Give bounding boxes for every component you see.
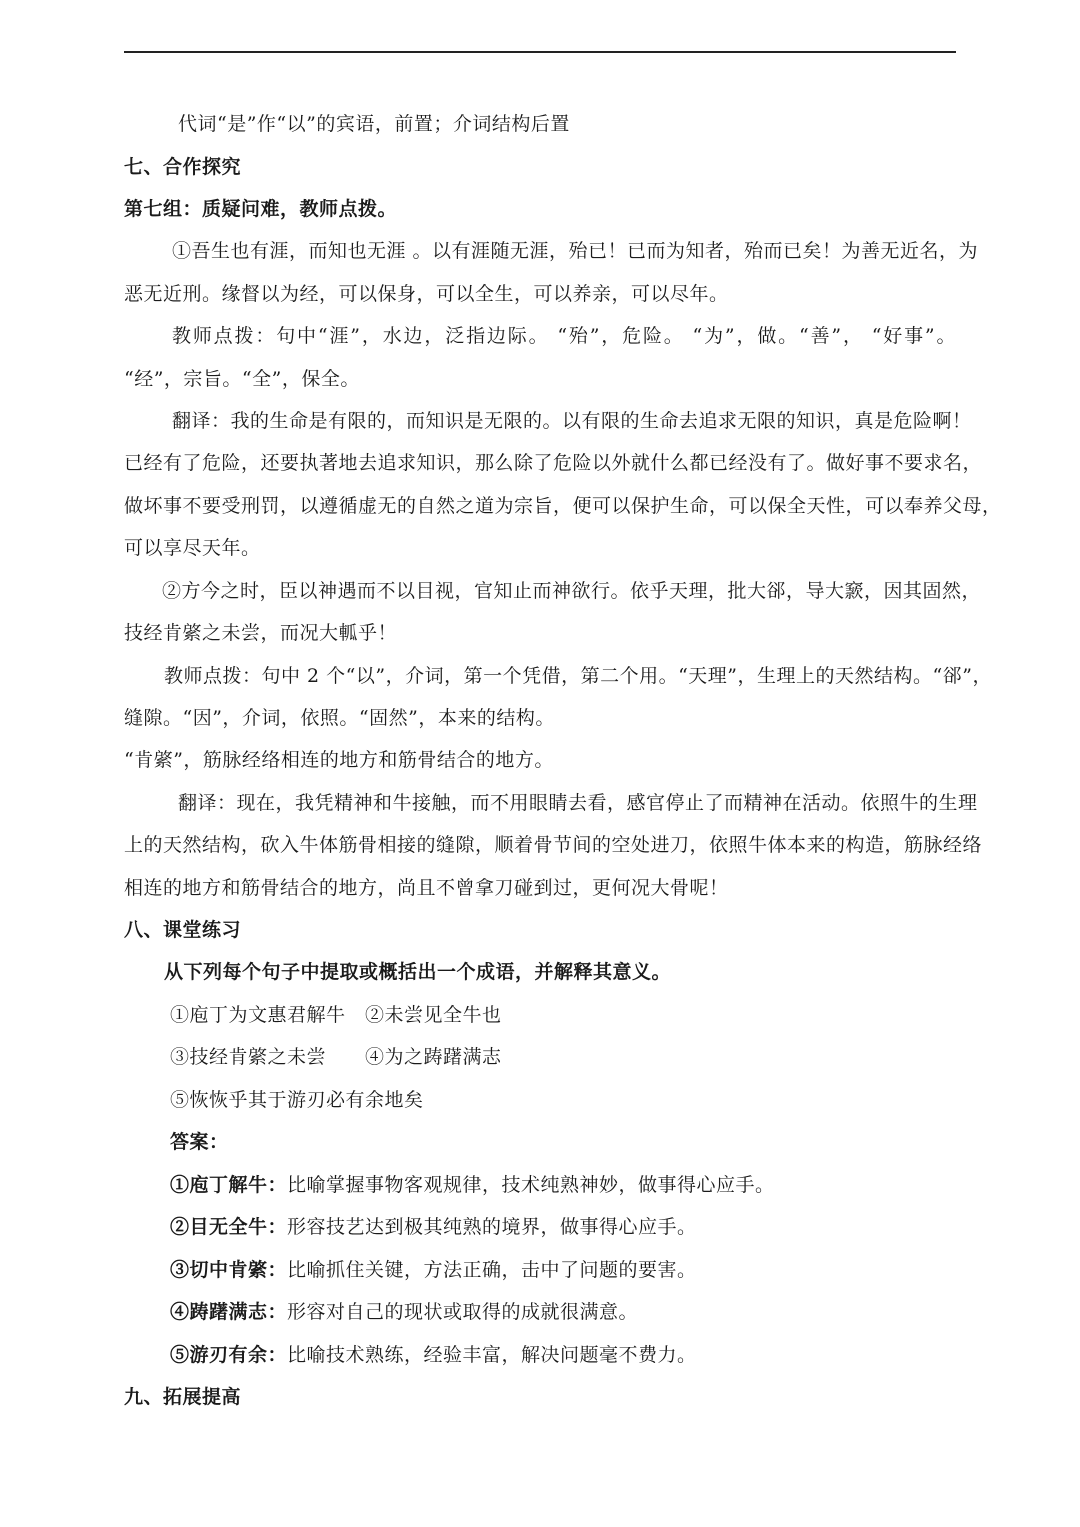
answer-item [170,1258,697,1282]
item1-note-line-2: “经”，宗旨。“全”，保全。 [124,368,360,390]
answer-meaning: 形容对自己的现状或取得的成就很满意。 [287,1301,639,1323]
item2-text-line-2: 技经肯綮之未尝，而况大軱乎！ [124,622,398,644]
item1-translation-line-4: 可以享尽天年。 [124,537,261,559]
section8-heading: 八、课堂练习 [124,919,242,941]
section9-heading: 九、拓展提高 [124,1386,242,1408]
answer-term: ④踌躇满志： [170,1301,288,1323]
answer-label: 答案： [170,1131,229,1153]
item2-note-line-3: “肯綮”，筋脉经络相连的地方和筋骨结合的地方。 [124,749,554,771]
header-rule [124,51,956,53]
exercise-option-line-1: ①庖丁为文惠君解牛 ②未尝见全牛也 [170,1004,502,1026]
answer-term: ⑤游刃有余： [170,1344,288,1366]
answer-term: ①庖丁解牛： [170,1174,288,1196]
answer-item [170,1173,775,1197]
item2-text-line-1: ②方今之时，臣以神遇而不以目视，官知止而神欲行。依乎天理，批大郤，导大窾，因其固然， [162,580,982,602]
answer-term: ③切中肯綮： [170,1259,288,1281]
exercise-option-line-2: ③技经肯綮之未尝 ④为之踌躇满志 [170,1046,502,1068]
exercise-option-line-3: ⑤恢恢乎其于游刃必有余地矣 [170,1089,424,1111]
answer-meaning: 比喻抓住关键，方法正确，击中了问题的要害。 [287,1259,697,1281]
section7-heading: 七、合作探究 [124,156,242,178]
answer-meaning: 比喻掌握事物客观规律，技术纯熟神妙，做事得心应手。 [287,1174,775,1196]
answer-item [170,1215,697,1239]
item1-note-line-1: 教师点拨：句中“涯”，水边，泛指边际。 “殆”，危险。 “为”，做。“善”， “好事”。 [172,325,956,347]
item1-translation-line-3: 做坏事不要受刑罚，以遵循虚无的自然之道为宗旨，便可以保护生命，可以保全天性，可以奉养父母， [124,495,1002,517]
group7-title: 第七组：质疑问难，教师点拨。 [124,198,398,220]
item2-translation-line-1: 翻译：现在，我凭精神和牛接触，而不用眼睛去看，感官停止了而精神在活动。依照牛的生理 [178,792,978,814]
item2-note-line-1: 教师点拨：句中 2 个“以”，介词，第一个凭借，第二个用。“天理”，生理上的天然结构。“郤”， [164,665,992,687]
item1-translation-line-2: 已经有了危险，还要执著地去追求知识，那么除了危险以外就什么都已经没有了。做好事不要求名， [124,452,983,474]
intro-line: 代词“是”作“以”的宾语，前置；介词结构后置 [178,113,570,135]
answer-meaning: 形容技艺达到极其纯熟的境界，做事得心应手。 [287,1216,697,1238]
item1-text-line-1: ①吾生也有涯，而知也无涯 。以有涯随无涯，殆已！已而为知者，殆而已矣！为善无近名，为 [172,240,979,262]
item1-text-line-2: 恶无近刑。缘督以为经，可以保身，可以全生，可以养亲，可以尽年。 [124,283,729,305]
answer-meaning: 比喻技术熟练，经验丰富，解决问题毫不费力。 [287,1344,697,1366]
answer-item [170,1343,697,1367]
item2-translation-line-2: 上的天然结构，砍入牛体筋骨相接的缝隙，顺着骨节间的空处进刀，依照牛体本来的构造，筋脉经络 [124,834,983,856]
item2-translation-line-3: 相连的地方和筋骨结合的地方，尚且不曾拿刀碰到过，更何况大骨呢！ [124,877,729,899]
answer-term: ②目无全牛： [170,1216,288,1238]
item2-note-line-2: 缝隙。“因”，介词，依照。“固然”，本来的结构。 [124,707,555,729]
item1-translation-line-1: 翻译：我的生命是有限的，而知识是无限的。以有限的生命去追求无限的知识，真是危险啊！ [172,410,972,432]
exercise-instruction: 从下列每个句子中提取或概括出一个成语，并解释其意义。 [164,961,672,983]
answer-item [170,1300,638,1324]
